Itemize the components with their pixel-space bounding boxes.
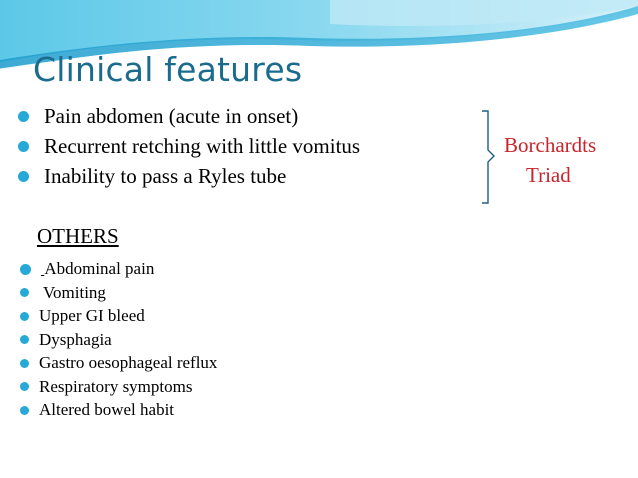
triad-label-word: Triad (526, 163, 571, 187)
bullet-icon (18, 141, 29, 152)
others-heading: OTHERS (37, 224, 119, 248)
main-symptom-list (18, 101, 360, 191)
bullet-icon (20, 382, 29, 391)
list-item (20, 351, 217, 375)
list-item (20, 304, 217, 328)
list-item (20, 328, 217, 352)
slide-title: Clinical features (33, 50, 303, 89)
bullet-icon (20, 312, 29, 321)
list-item-text: Upper GI bleed (39, 306, 145, 325)
list-item (20, 257, 217, 281)
bullet-icon (20, 335, 29, 344)
list-item (20, 375, 217, 399)
list-item-text: Respiratory symptoms (39, 376, 193, 396)
list-item-text: Pain abdomen (acute in onset) (44, 104, 299, 128)
list-item-text: Gastro oesophageal reflux (39, 353, 218, 372)
list-item (20, 398, 217, 422)
list-item (18, 161, 360, 191)
bullet-icon (20, 288, 29, 297)
list-item-text: Abdominal pain (44, 259, 155, 278)
list-item (18, 131, 360, 161)
right-brace-icon (480, 110, 496, 204)
list-item (18, 101, 360, 131)
bullet-icon (20, 406, 29, 415)
bullet-icon (18, 171, 29, 182)
bullet-icon (20, 264, 31, 275)
others-list (20, 257, 217, 422)
list-item (20, 281, 217, 305)
list-item-text: Recurrent retching with little vomitus (44, 134, 361, 158)
bullet-icon (20, 359, 29, 368)
list-item-text: Dysphagia (39, 329, 112, 349)
list-item-text: Altered bowel habit (39, 400, 175, 419)
bullet-icon (18, 111, 29, 122)
triad-label-name: Borchardts (504, 133, 597, 157)
list-item-text: Vomiting (39, 282, 106, 302)
list-item-text: Inability to pass a Ryles tube (44, 164, 287, 188)
